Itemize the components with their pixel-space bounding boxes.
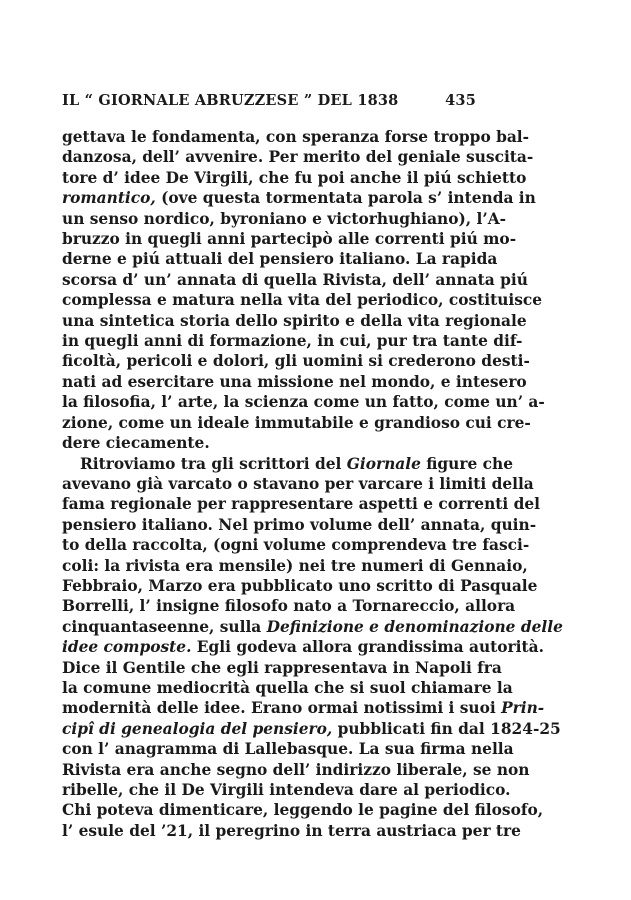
text-line <box>62 372 527 392</box>
text-line <box>62 719 561 739</box>
text-line <box>62 229 517 249</box>
italic-text: idee composte. <box>62 638 192 657</box>
text-run: Chi poteva dimenticare, leggendo le pagine del filosofo, <box>62 801 544 820</box>
text-line <box>62 535 530 555</box>
running-title: IL “ GIORNALE ABRUZZESE ” DEL 1838 <box>62 92 399 109</box>
text-line <box>62 678 513 698</box>
text-run: una sintetica storia dello spirito e della vita regionale <box>62 311 527 330</box>
text-line <box>62 290 543 310</box>
text-line <box>62 494 540 514</box>
text-line <box>62 658 502 678</box>
text-run: derne e piú attuali del pensiero italiano. La rapida <box>62 250 498 269</box>
text-run: con l’ anagramma di Lallebasque. La sua firma nella <box>62 740 514 759</box>
text-line <box>62 392 545 412</box>
text-run: Febbraio, Marzo era pubblicato uno scritto di Pasquale <box>62 576 538 595</box>
page-number: 435 <box>445 92 476 109</box>
text-run: la filosofia, l’ arte, la scienza come un fatto, come un’ a- <box>62 393 545 412</box>
text-run: pensiero italiano. Nel primo volume dell’ annata, quin- <box>62 515 537 534</box>
text-line <box>62 474 534 494</box>
text-run: fama regionale per rappresentare aspetti e correnti del <box>62 495 540 514</box>
text-run: l’ esule del ’21, il peregrino in terra austriaca per tre <box>62 821 521 840</box>
text-line <box>62 168 527 188</box>
text-run: complessa e matura nella vita del periodico, costituisce <box>62 291 543 310</box>
text-run: Egli godeva allora grandissima autorità. <box>191 638 544 657</box>
text-line <box>62 556 528 576</box>
text-run: coli: la rivista era mensile) nei tre numeri di Gennaio, <box>62 556 528 575</box>
text-run: ficoltà, pericoli e dolori, gli uomini si crederono desti- <box>62 352 530 371</box>
text-line <box>62 698 545 718</box>
text-run: dere ciecamente. <box>62 434 210 453</box>
text-run: modernità delle idee. Erano ormai notissimi i suoi <box>62 699 502 718</box>
text-run: danzosa, dell’ avvenire. Per merito del geniale suscita- <box>62 148 534 167</box>
text-line <box>62 821 521 841</box>
italic-text: Giornale <box>346 454 421 473</box>
text-line <box>62 311 527 331</box>
italic-text: Prin- <box>501 699 545 718</box>
text-line <box>62 270 528 290</box>
text-line <box>62 351 530 371</box>
text-line <box>62 760 530 780</box>
text-run: nati ad esercitare una missione nel mondo, e intesero <box>62 372 527 391</box>
text-line <box>62 188 536 208</box>
text-line <box>62 800 544 820</box>
text-line <box>62 249 498 269</box>
text-line <box>62 576 538 596</box>
text-run: un senso nordico, byroniano e victorhughiano), l’A- <box>62 209 507 228</box>
text-line <box>62 637 544 657</box>
text-run: Ritroviamo tra gli scrittori del <box>80 454 347 473</box>
text-line <box>62 331 523 351</box>
text-run: cinquantaseenne, sulla <box>62 617 267 636</box>
text-run: ribelle, che il De Virgili intendeva dare al periodico. <box>62 781 511 799</box>
text-run: avevano già varcato o stavano per varcare i limiti della <box>62 474 534 493</box>
text-line <box>62 454 513 474</box>
text-line <box>62 780 511 800</box>
text-line <box>62 617 563 637</box>
text-run: bruzzo in quegli anni partecipò alle correnti piú mo- <box>62 230 517 249</box>
text-run: tore d’ idee De Virgili, che fu poi anche il piú schietto <box>62 168 527 187</box>
body-text <box>62 127 563 841</box>
text-line <box>62 433 475 453</box>
text-line <box>62 209 507 229</box>
text-run: zione, come un ideale immutabile e grandioso cui cre- <box>62 413 531 432</box>
text-run: la comune mediocrità quella che si suol chiamare la <box>62 678 513 697</box>
text-run: to della raccolta, (ogni volume comprendeva tre fasci- <box>62 536 530 555</box>
text-run: Rivista era anche segno dell’ indirizzo liberale, se non <box>62 760 530 779</box>
running-header <box>62 92 476 109</box>
text-run: (ove questa tormentata parola s’ intenda in <box>155 189 536 208</box>
text-run: scorsa d’ un’ annata di quella Rivista, dell’ annata piú <box>62 270 528 289</box>
italic-text: Definizione e denominazione delle <box>266 617 563 636</box>
text-run: Borrelli, l’ insigne filosofo nato a Tornareccio, allora <box>62 597 516 616</box>
text-run: figure che <box>420 454 513 473</box>
text-line <box>62 147 534 167</box>
text-line <box>62 596 516 616</box>
text-line <box>62 413 531 433</box>
italic-text: cipî di genealogia del pensiero, <box>62 719 333 738</box>
text-run: in quegli anni di formazione, in cui, pur tra tante dif- <box>62 332 523 351</box>
italic-text: romantico, <box>62 189 156 208</box>
text-run: Dice il Gentile che egli rappresentava in Napoli fra <box>62 658 502 677</box>
text-line <box>62 515 537 535</box>
text-run: pubblicati fin dal 1824-25 <box>332 719 561 738</box>
text-line <box>62 739 514 759</box>
text-run: gettava le fondamenta, con speranza forse troppo bal- <box>62 128 530 146</box>
text-line <box>62 127 530 147</box>
